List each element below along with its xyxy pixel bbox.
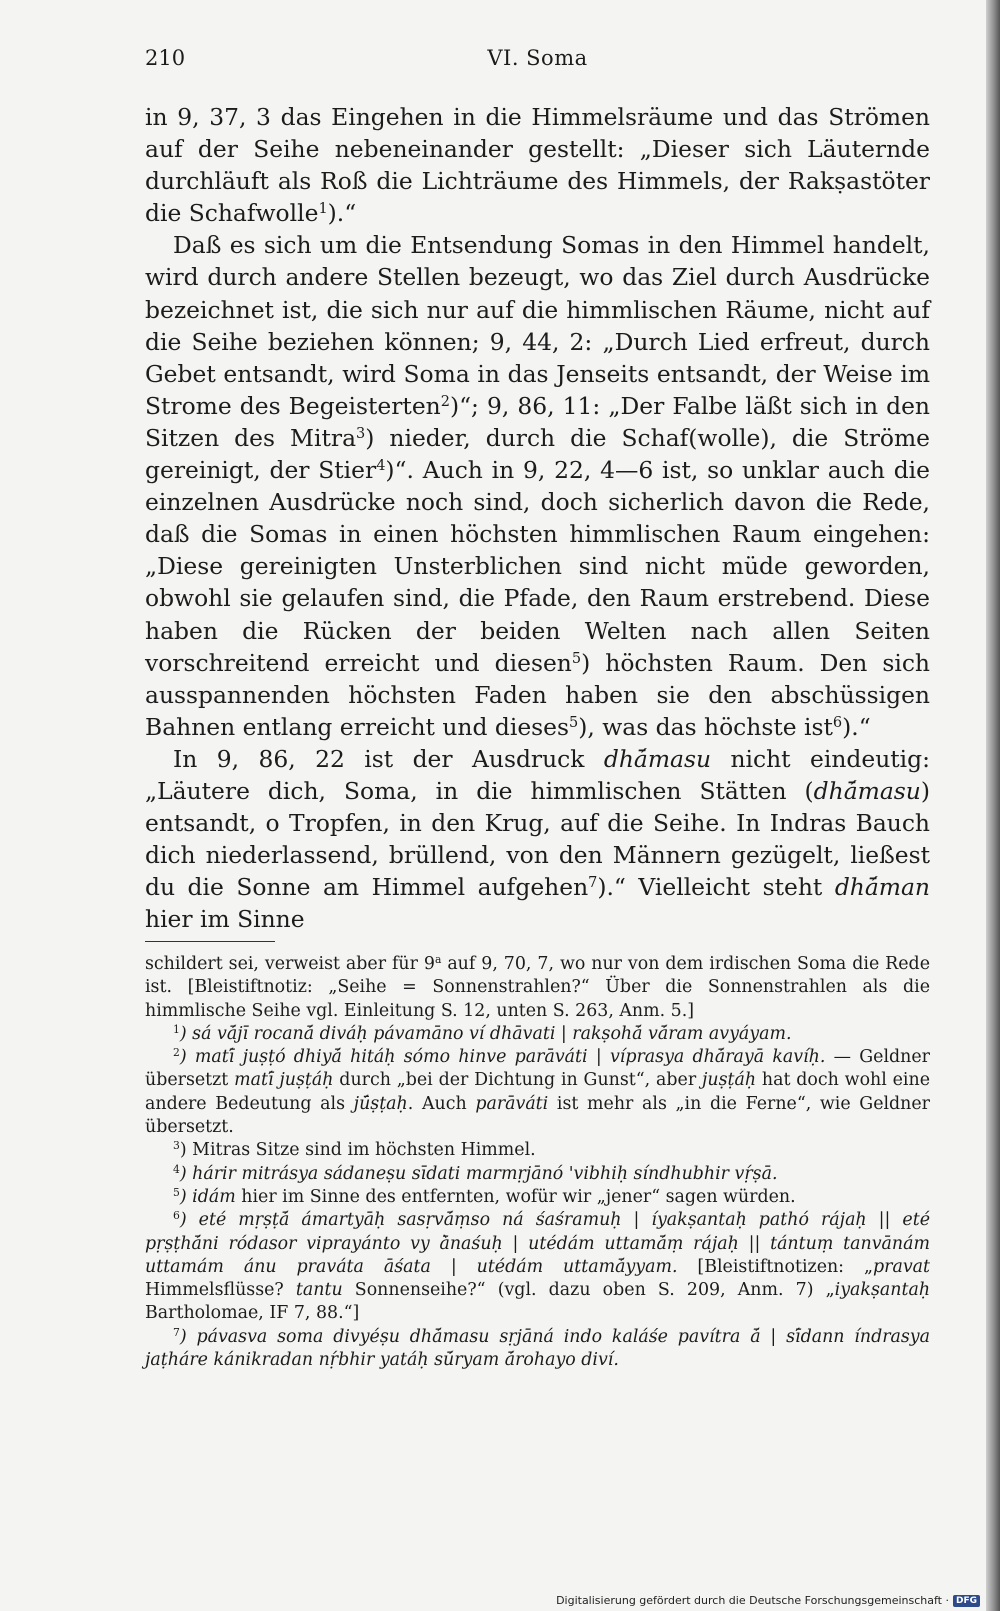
footnote-continuation: schildert sei, verweist aber für 9$^a$ auf 9, 70, 7, wo nur von dem irdischen Soma die Rede ist. [Bleistiftnotiz: „Seihe = Sonnenstrahlen?“ Über die Sonnenstrahlen als die himmlische Seihe vgl. Einleitung S. 12, unten S. 263, Anm. 5.]	[145, 953, 930, 1021]
credit-text: Digitalisierung gefördert durch die Deutsche Forschungsgemeinschaft ·	[556, 1594, 949, 1607]
footnote-ref[interactable]: 4	[376, 458, 386, 475]
sanskrit-term: dhā́masu	[813, 776, 921, 805]
footnote-ref[interactable]: 6	[832, 714, 843, 731]
main-text	[145, 101, 930, 935]
footnote-ref[interactable]: 7	[588, 875, 598, 892]
footnote-ref[interactable]: 5	[571, 650, 582, 667]
footnote-divider	[145, 941, 275, 942]
dfg-logo: DFG	[953, 1595, 980, 1607]
footnote-ref[interactable]: 3	[356, 425, 366, 442]
footnotes	[145, 953, 930, 1372]
page-number: 210	[145, 46, 186, 70]
footnote-1: $^1$) sá vā́jī rocanā́ diváḥ pávamāno ví dhāvati | rakṣohā́ vā́ram avyáyam.	[173, 1022, 792, 1044]
page-header	[145, 46, 930, 76]
book-spine-shadow	[986, 0, 1000, 1611]
footnote-7: $^7$) pávasva soma divyéṣu dhā́masu sṛjāná indo kaláśe pavítra ā́ | sī́dann índrasya jaṭháre kánikradan nṛ́bhir yatáḥ sū́ryam ā́rohayo diví.	[145, 1325, 930, 1371]
running-head: VI. Soma	[487, 46, 588, 70]
footnote-ref[interactable]: 5	[569, 714, 579, 731]
footnote-2: $^2$) matī́ juṣṭó dhiyā́ hitáḥ sómo hinve parāváti | víprasya dhā́rayā kavíḥ. — Geldner übersetzt matī́ juṣṭáḥ durch „bei der Dichtung in Gunst“, aber juṣṭáḥ hat doch wohl eine andere Bedeutung als jú̄ṣṭaḥ. Auch parāváti ist mehr als „in die Ferne“, wie Geldner übersetzt.	[145, 1046, 930, 1138]
footnote-3: $^3$) Mitras Sitze sind im höchsten Himmel.	[173, 1139, 536, 1161]
paragraph-2: Daß es sich um die Entsendung Somas in den Himmel handelt, wird durch andere Stellen bezeugt, wo das Ziel durch Ausdrücke bezeichnet ist, die sich nur auf die himmlischen Räume, nicht auf die Seihe beziehen können; 9, 44, 2: „Durch Lied erfreut, durch Gebet entsandt, wird Soma in das Jenseits entsandt, der Weise im Strome des Begeisterten$^2$)“; 9, 86, 11: „Der Falbe läßt sich in den Sitzen des Mitra$^3$) nieder, durch die Schaf(wolle), die Ströme gereinigt, der Stier$^4$)“. Auch in 9, 22, 4—6 ist, so unklar auch die einzelnen Ausdrücke noch sind, doch sicherlich davon die Rede, daß die Somas in einen höchsten himmlischen Raum eingehen: „Diese gereinigten Unsterblichen sind nicht müde geworden, obwohl sie gelaufen sind, die Pfade, den Raum erstrebend. Diese haben die Rücken der beiden Welten nach allen Seiten vorschreitend erreicht und diesen$^5$) höchsten Raum. Den sich ausspannenden höchsten Faden haben sie den abschüssigen Bahnen entlang erreicht und dieses$^5$), was das höchste ist$^6$).“	[145, 231, 930, 741]
paragraph-3: In 9, 86, 22 ist der Ausdruck dhā́masu nicht eindeutig: „Läutere dich, Soma, in die himmlischen Stätten (dhā́masu) entsandt, o Tropfen, in den Krug, auf die Seihe. In Indras Bauch dich niederlassend, brüllend, von den Männern gezügelt, ließest du die Sonne am Himmel aufgehen$^7$).“ Vielleicht steht dhā́man hier im Sinne	[145, 744, 930, 934]
footnote-5: $^5$) idám hier im Sinne des entfernten, wofür wir „jener“ sagen würden.	[173, 1186, 796, 1207]
digitization-credit	[556, 1594, 980, 1607]
footnote-4: $^4$) hárir mitrásya sádaneṣu sīdati marmṛjānó 'vibhiḥ síndhubhir vṛ́ṣā.	[173, 1162, 778, 1184]
footnote-6: $^6$) eté mṛṣṭā́ ámartyāḥ sasṛvā́ṃso ná śaśramuḥ | íyakṣantaḥ pathó rájaḥ || eté pṛṣṭhā́ni ródasor viprayánto vy ā̀naśuḥ | utédám uttamā́ṃ rájaḥ || tántuṃ tanvānám uttamám ánu praváta āśata | utédám uttamā́yyam. [Bleistiftnotizen: „pravat Himmelsflüsse? tantu Sonnenseihe?“ (vgl. dazu oben S. 209, Anm. 7) „iyakṣantaḥ Bartholomae, IF 7, 88.“]	[145, 1209, 931, 1324]
paragraph-1: in 9, 37, 3 das Eingehen in die Himmelsräume und das Strömen auf der Seihe nebeneinander gestellt: „Dieser sich Läuternde durchläuft als Roß die Lichträume des Himmels, der Rakṣastöter die Schafwolle$^1$).“	[145, 103, 930, 228]
sanskrit-term: dhā́masu	[603, 744, 712, 773]
footnote-ref[interactable]: 1	[318, 201, 328, 218]
footnote-ref[interactable]: 2	[440, 393, 450, 410]
sanskrit-term: dhā́man	[834, 873, 930, 902]
